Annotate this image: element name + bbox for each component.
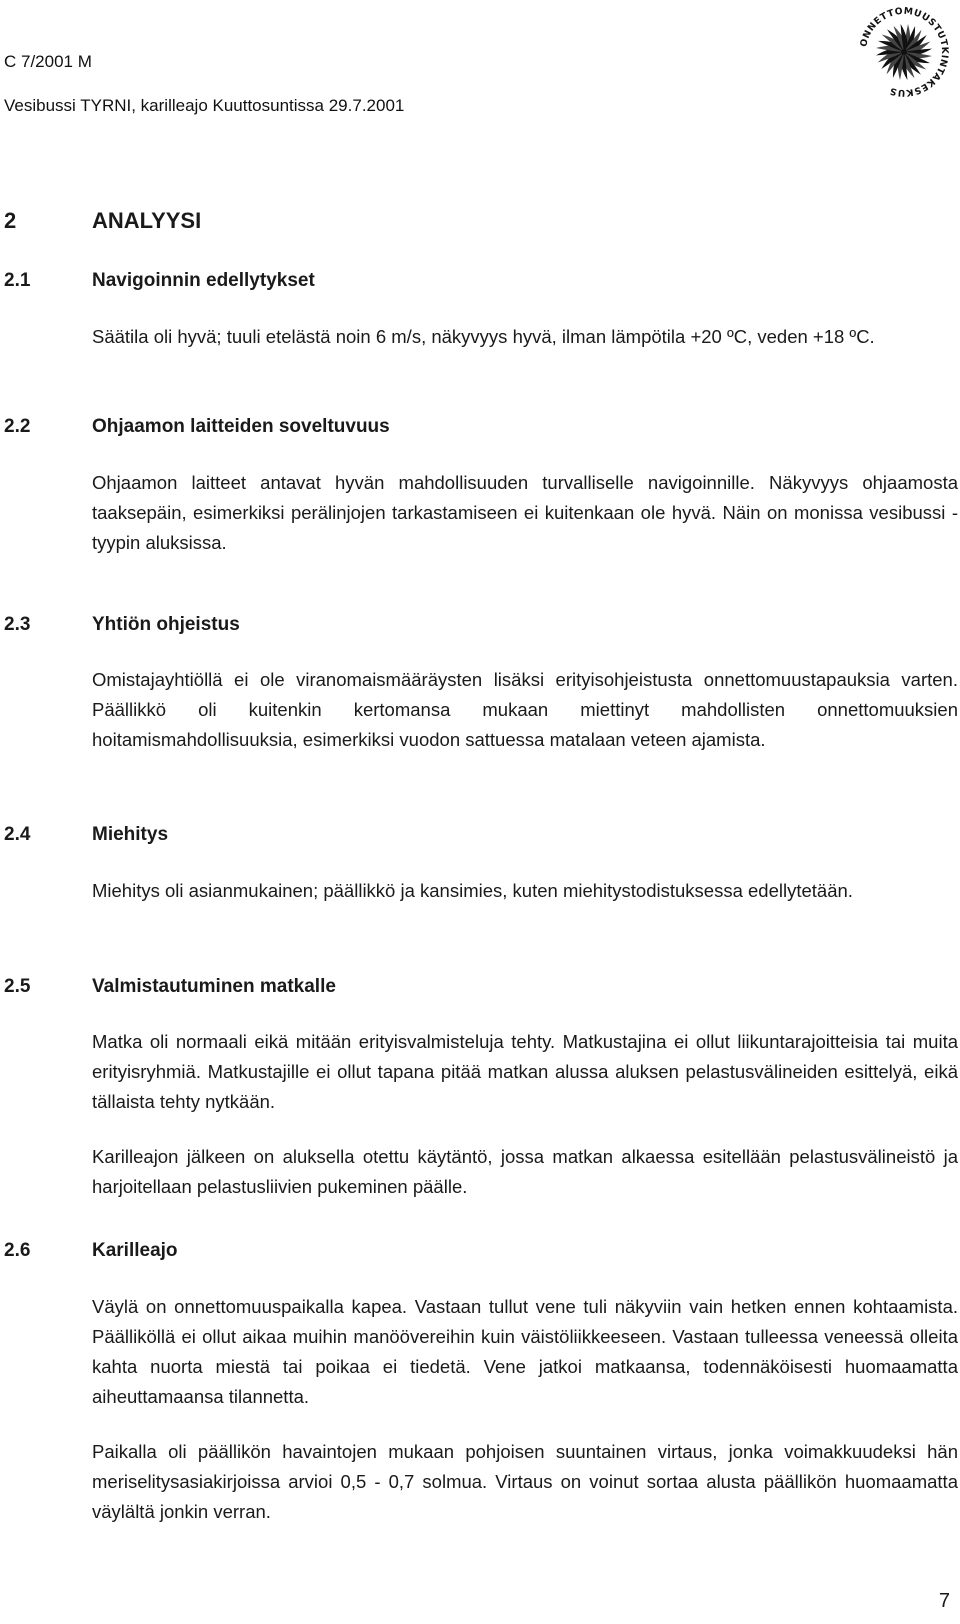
chapter-title: ANALYYSI — [92, 208, 202, 233]
section-heading-2-5 — [4, 976, 336, 998]
section-heading-2-2 — [4, 416, 390, 438]
paragraph: Miehitys oli asianmukainen; päällikkö ja kansimies, kuten miehitystodistuksessa edellytetään. — [92, 880, 853, 901]
section-title: Karilleajo — [92, 1240, 178, 1261]
section-title: Yhtiön ohjeistus — [92, 614, 240, 635]
section-heading-2-3 — [4, 614, 240, 636]
paragraph: Karilleajon jälkeen on aluksella otettu käytäntö, jossa matkan alkaessa esitellään pelastusvälineistö ja harjoitellaan pelastusliivien pukeminen päälle. — [92, 1146, 958, 1197]
section-title: Miehitys — [92, 824, 169, 845]
svg-text:ONNETTOMUUSTUTKINTAKESKUS: ONNETTOMUUSTUTKINTAKESKUS — [858, 5, 951, 99]
section-number: 2.2 — [4, 416, 31, 437]
agency-logo-icon — [856, 4, 952, 100]
section-number: 2.3 — [4, 614, 31, 635]
paragraph: Säätila oli hyvä; tuuli etelästä noin 6 m/s, näkyvyys hyvä, ilman lämpötila +20 ºC, veden +18 ºC. — [92, 326, 875, 347]
report-code: C 7/2001 M — [4, 52, 92, 71]
section-title: Valmistautuminen matkalle — [92, 976, 336, 997]
chapter-heading — [4, 208, 201, 234]
section-heading-2-4 — [4, 824, 168, 846]
section-number: 2.1 — [4, 270, 31, 291]
section-number: 2.5 — [4, 976, 31, 997]
paragraph: Paikalla oli päällikön havaintojen mukaan pohjoisen suuntainen virtaus, jonka voimakkuudeksi hän meriselitysasiakirjoissa arvioi 0,5 - 0,7 solmua. Virtaus on voinut sortaa alusta päällikön huomaamatta väylältä jonkin verran. — [92, 1441, 958, 1522]
report-title: Vesibussi TYRNI, karilleajo Kuuttosuntissa 29.7.2001 — [4, 96, 405, 115]
paragraph: Ohjaamon laitteet antavat hyvän mahdollisuuden turvalliselle navigoinnille. Näkyvyys ohjaamosta taaksepäin, esimerkiksi perälinjojen tarkastamiseen ei kuitenkaan ole hyvä. Näin on monissa vesibussi -tyypin aluksissa. — [92, 472, 958, 553]
paragraph: Matka oli normaali eikä mitään erityisvalmisteluja tehty. Matkustajina ei ollut liikuntarajoitteisia tai muita erityisryhmiä. Matkustajille ei ollut tapana pitää matkan alussa aluksen pelastusvälineiden esittelyä, eikä tällaista tehty nytkään. — [92, 1031, 958, 1112]
paragraph: Omistajayhtiöllä ei ole viranomaismääräysten lisäksi erityisohjeistusta onnettomuustapauksia varten. Päällikkö oli kuitenkin kertomansa mukaan miettinyt mahdollisten onnettomuuksien hoitamismahdollisuuksia, esimerkiksi vuodon sattuessa matalaan veteen ajamista. — [92, 669, 958, 750]
chapter-number: 2 — [4, 208, 17, 233]
page-number: 7 — [938, 1590, 950, 1612]
section-heading-2-6 — [4, 1240, 178, 1262]
section-number: 2.6 — [4, 1240, 31, 1261]
section-title: Navigoinnin edellytykset — [92, 270, 315, 291]
paragraph: Väylä on onnettomuuspaikalla kapea. Vastaan tullut vene tuli näkyviin vain hetken ennen kohtaamista. Päälliköllä ei ollut aikaa muihin manöövereihin kuin väistöliikkeeseen. Vastaan tulleessa veneessä olleita kahta nuorta miestä tai poikaa ei tiedetä. Vene jatkoi matkaansa, todennäköisesti huomaamatta aiheuttamaansa tilannetta. — [92, 1296, 958, 1407]
section-title: Ohjaamon laitteiden soveltuvuus — [92, 416, 390, 437]
section-heading-2-1 — [4, 270, 315, 292]
section-number: 2.4 — [4, 824, 31, 845]
